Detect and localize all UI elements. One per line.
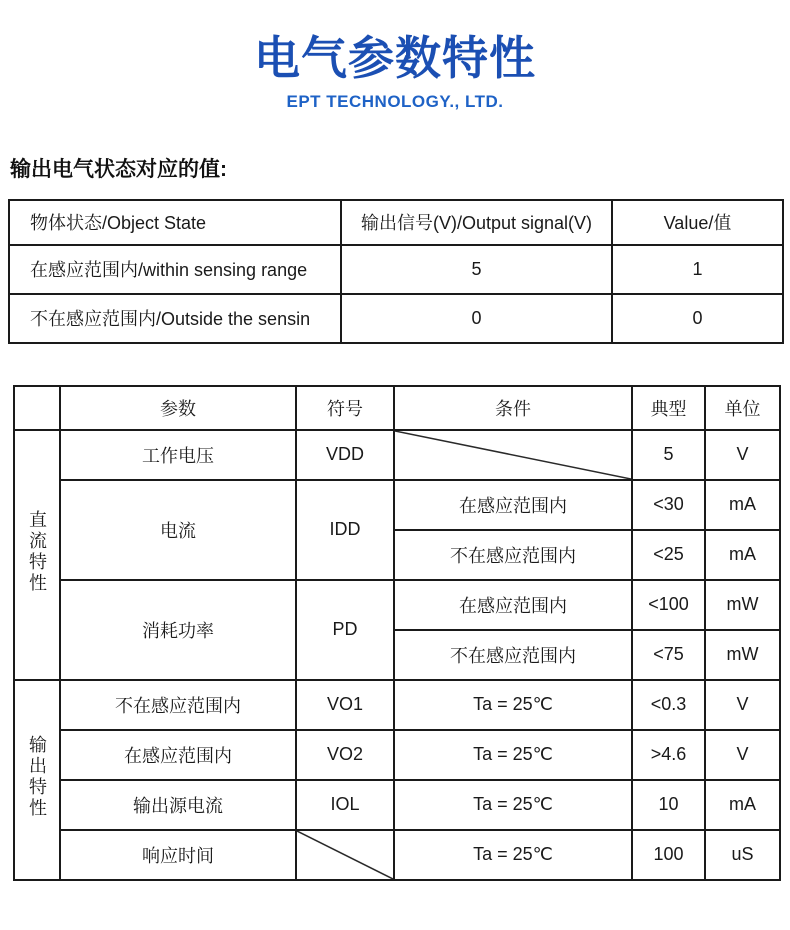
company-subtitle: EPT TECHNOLOGY., LTD.: [286, 91, 504, 111]
table-row: [14, 580, 780, 630]
table-row: [14, 780, 780, 830]
cell-value: 0: [612, 294, 783, 343]
cell-typical: <100: [632, 580, 705, 630]
page-title: 电气参数特性: [254, 32, 536, 84]
cell-unit: V: [705, 730, 780, 780]
table-row: [9, 294, 783, 343]
table-row: [14, 730, 780, 780]
cell-unit: V: [705, 680, 780, 730]
cell-condition: 在感应范围内: [394, 580, 632, 630]
group-label-dc: [14, 430, 60, 680]
cell-typical: <0.3: [632, 680, 705, 730]
diagonal-cell: [394, 430, 632, 480]
cell-parameter: 响应时间: [60, 830, 296, 880]
cell-symbol: IDD: [296, 480, 394, 580]
cell-typical: <75: [632, 630, 705, 680]
cell-parameter: 工作电压: [60, 430, 296, 480]
cell-typical: 100: [632, 830, 705, 880]
cell-symbol: PD: [296, 580, 394, 680]
cell-condition: Ta = 25℃: [394, 830, 632, 880]
column-header-value: Value/值: [612, 200, 783, 245]
cell-condition: Ta = 25℃: [394, 780, 632, 830]
cell-signal: 5: [341, 245, 612, 294]
column-header-symbol: 符号: [296, 386, 394, 430]
column-header-typical: 典型: [632, 386, 705, 430]
cell-condition: 不在感应范围内: [394, 630, 632, 680]
column-header-unit: 单位: [705, 386, 780, 430]
cell-typical: 5: [632, 430, 705, 480]
cell-state: 在感应范围内/within sensing range: [9, 245, 341, 294]
cell-parameter: 消耗功率: [60, 580, 296, 680]
column-header-parameter: 参数: [60, 386, 296, 430]
diagonal-cell: [296, 830, 394, 880]
cell-symbol: VO1: [296, 680, 394, 730]
output-state-table: [8, 199, 784, 344]
group-label-text: 输出特性: [27, 735, 47, 819]
cell-symbol: VO2: [296, 730, 394, 780]
table-header-row: [9, 200, 783, 245]
cell-typical: 10: [632, 780, 705, 830]
cell-parameter: 电流: [60, 480, 296, 580]
cell-unit: mW: [705, 630, 780, 680]
table-row: [14, 480, 780, 530]
electrical-parameters-table: [13, 385, 781, 881]
diagonal-line: [395, 431, 631, 479]
cell-value: 1: [612, 245, 783, 294]
cell-condition: Ta = 25℃: [394, 730, 632, 780]
table-header-row: [14, 386, 780, 430]
cell-symbol: VDD: [296, 430, 394, 480]
cell-unit: V: [705, 430, 780, 480]
cell-unit: mA: [705, 780, 780, 830]
table-row: [9, 245, 783, 294]
section-heading: 输出电气状态对应的值:: [10, 157, 227, 181]
cell-signal: 0: [341, 294, 612, 343]
table-row: [14, 430, 780, 480]
cell-typical: <25: [632, 530, 705, 580]
cell-parameter: 输出源电流: [60, 780, 296, 830]
column-header-group: [14, 386, 60, 430]
diagonal-line: [297, 831, 393, 879]
group-label-output: [14, 680, 60, 880]
column-header-output-signal: 输出信号(V)/Output signal(V): [341, 200, 612, 245]
table-row: [14, 830, 780, 880]
cell-state: 不在感应范围内/Outside the sensin: [9, 294, 341, 343]
cell-unit: uS: [705, 830, 780, 880]
group-label-text: 直流特性: [27, 510, 47, 594]
cell-condition: 不在感应范围内: [394, 530, 632, 580]
cell-symbol: IOL: [296, 780, 394, 830]
cell-unit: mA: [705, 480, 780, 530]
table-row: [14, 680, 780, 730]
cell-parameter: 不在感应范围内: [60, 680, 296, 730]
cell-unit: mA: [705, 530, 780, 580]
cell-condition: 在感应范围内: [394, 480, 632, 530]
column-header-condition: 条件: [394, 386, 632, 430]
cell-parameter: 在感应范围内: [60, 730, 296, 780]
cell-typical: >4.6: [632, 730, 705, 780]
cell-typical: <30: [632, 480, 705, 530]
column-header-object-state: 物体状态/Object State: [9, 200, 341, 245]
cell-unit: mW: [705, 580, 780, 630]
cell-condition: Ta = 25℃: [394, 680, 632, 730]
